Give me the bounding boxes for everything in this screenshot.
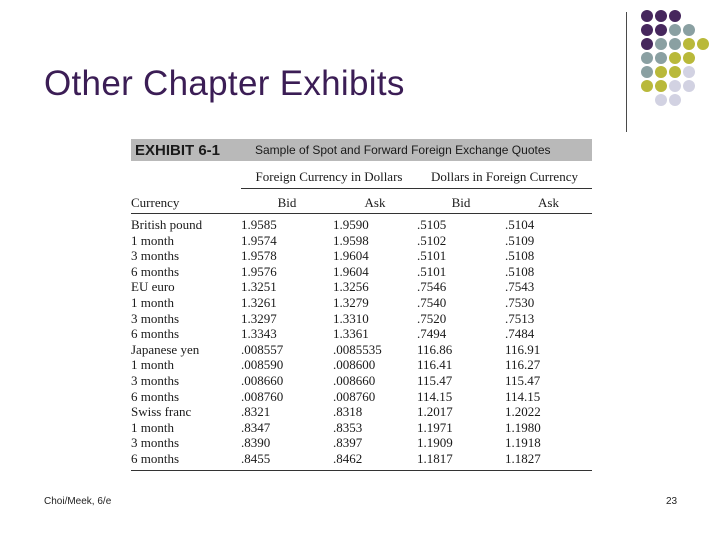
table-row [131,311,592,327]
dot [669,80,681,92]
dot [669,94,681,106]
quote-cell: .7513 [505,310,535,326]
table-row [131,233,592,249]
exhibit-header-band [131,139,592,161]
quote-cell: .8455 [241,451,333,470]
dot [683,80,695,92]
column-header: Ask [333,189,417,214]
table-row [131,248,592,264]
dot [669,66,681,78]
quote-cell: .7546 [417,279,447,295]
exchange-quotes-table [131,161,592,471]
quote-cell: .7520 [417,310,447,326]
quote-cell: .008590 [241,357,284,373]
column-header: Bid [241,189,333,214]
quote-cell: .7484 [505,326,535,342]
table-row [131,389,592,405]
quote-cell: 1.9578 [241,248,277,264]
slide-title: Other Chapter Exhibits [44,64,405,103]
column-header: Bid [417,189,505,214]
quote-cell: .008660 [241,372,284,388]
dot [655,52,667,64]
dot [655,10,667,22]
quote-cell: .8321 [241,404,271,420]
quote-cell: 114.15 [505,388,541,404]
column-header: Ask [505,189,592,214]
currency-cell: 1 month [131,232,174,248]
table-row [131,404,592,420]
quote-cell: 1.9585 [241,217,277,232]
quote-cell: .0085535 [333,341,382,357]
quote-cell: 1.1971 [417,419,453,435]
quote-cell: .5108 [505,248,535,264]
group-header-foreign-in-dollars: Foreign Currency in Dollars [241,161,417,189]
quote-cell: .8347 [241,419,271,435]
table-row [131,342,592,358]
quote-cell: .7543 [505,279,535,295]
quote-cell: 114.15 [417,388,453,404]
table-row [131,214,592,233]
quote-cell: 1.1817 [417,451,505,470]
currency-cell: EU euro [131,279,175,295]
table-row [131,451,592,470]
quote-cell: .5109 [505,232,535,248]
quote-cell: 1.2022 [505,404,541,420]
quote-cell: 1.9598 [333,232,369,248]
table-row [131,373,592,389]
quote-cell: 1.3343 [241,326,277,342]
quote-cell: 115.47 [417,372,453,388]
currency-cell: 6 months [131,326,180,342]
table-body [131,214,592,471]
dot [655,24,667,36]
quote-cell: 1.3310 [333,310,369,326]
footer-source: Choi/Meek, 6/e [44,496,112,507]
quote-cell: .008760 [333,388,376,404]
currency-cell: British pound [131,217,203,232]
dot [669,24,681,36]
quote-cell: 1.9576 [241,263,277,279]
currency-cell: 1 month [131,294,174,310]
dot [655,80,667,92]
currency-cell: 1 month [131,357,174,373]
table-row [131,435,592,451]
exhibit-caption: Sample of Spot and Forward Foreign Exchange Quotes [255,143,551,157]
quote-cell: .7530 [505,294,535,310]
quote-cell: .5105 [417,217,447,232]
dot [669,38,681,50]
exhibit-table-figure [131,139,592,471]
quote-cell: .5101 [417,263,447,279]
dot [641,52,653,64]
group-header-dollars-in-foreign: Dollars in Foreign Currency [417,161,592,189]
quote-cell: .8462 [333,451,417,470]
table-row [131,279,592,295]
quote-cell: .5104 [505,217,535,232]
dot [655,38,667,50]
quote-cell: 116.27 [505,357,541,373]
quote-cell: .7494 [417,326,447,342]
table-row [131,295,592,311]
dot [683,24,695,36]
quote-cell: 115.47 [505,372,541,388]
quote-cell: 1.9574 [241,232,277,248]
quote-cell: 1.3256 [333,279,369,295]
table-row [131,357,592,373]
quote-cell: .7540 [417,294,447,310]
dot [641,80,653,92]
column-header-row [131,189,592,214]
quote-cell: .8353 [333,419,363,435]
quote-cell: .008600 [333,357,376,373]
currency-cell: 1 month [131,419,174,435]
dot [641,66,653,78]
currency-cell: 3 months [131,372,180,388]
quote-cell: 1.2017 [417,404,453,420]
quote-cell: 1.9590 [333,217,369,232]
dot [683,52,695,64]
dot [641,10,653,22]
table-row [131,326,592,342]
quote-cell: 1.3251 [241,279,277,295]
quote-cell: 1.3261 [241,294,277,310]
group-header-spacer [131,161,241,189]
quote-cell: 116.86 [417,341,453,357]
quote-cell: .5102 [417,232,447,248]
quote-cell: 1.1909 [417,435,453,451]
quote-cell: 1.3279 [333,294,369,310]
quote-cell: 1.1827 [505,451,592,470]
quote-cell: .8397 [333,435,363,451]
quote-cell: .5101 [417,248,447,264]
exhibit-label: EXHIBIT 6-1 [135,141,221,159]
dot [683,66,695,78]
quote-cell: .8390 [241,435,271,451]
currency-cell: Swiss franc [131,404,192,420]
quote-cell: 1.9604 [333,248,369,264]
quote-cell: 1.3297 [241,310,277,326]
dot [683,38,695,50]
quote-cell: 116.91 [505,341,541,357]
page-number: 23 [666,496,678,507]
table-row [131,264,592,280]
currency-cell: 3 months [131,435,180,451]
quote-cell: .008660 [333,372,376,388]
currency-cell: 6 months [131,263,180,279]
quote-cell: 1.9604 [333,263,369,279]
quote-cell: 1.1980 [505,419,541,435]
quote-cell: .008760 [241,388,284,404]
currency-cell: 6 months [131,388,180,404]
currency-cell: 3 months [131,310,180,326]
dot [669,52,681,64]
quote-cell: 1.3361 [333,326,369,342]
table-row [131,420,592,436]
quote-cell: .5108 [505,263,535,279]
column-header: Currency [131,189,241,214]
title-divider-line [626,12,627,132]
group-header-row [131,161,592,189]
decorative-dot-grid [637,10,720,118]
dot [655,66,667,78]
currency-cell: 3 months [131,248,180,264]
dot [641,24,653,36]
quote-cell: 1.1918 [505,435,541,451]
quote-cell: .8318 [333,404,363,420]
quote-cell: .008557 [241,341,284,357]
currency-cell: 6 months [131,451,241,470]
dot [697,38,709,50]
quote-cell: 116.41 [417,357,453,373]
currency-cell: Japanese yen [131,341,200,357]
dot [655,94,667,106]
dot [641,38,653,50]
dot [669,10,681,22]
